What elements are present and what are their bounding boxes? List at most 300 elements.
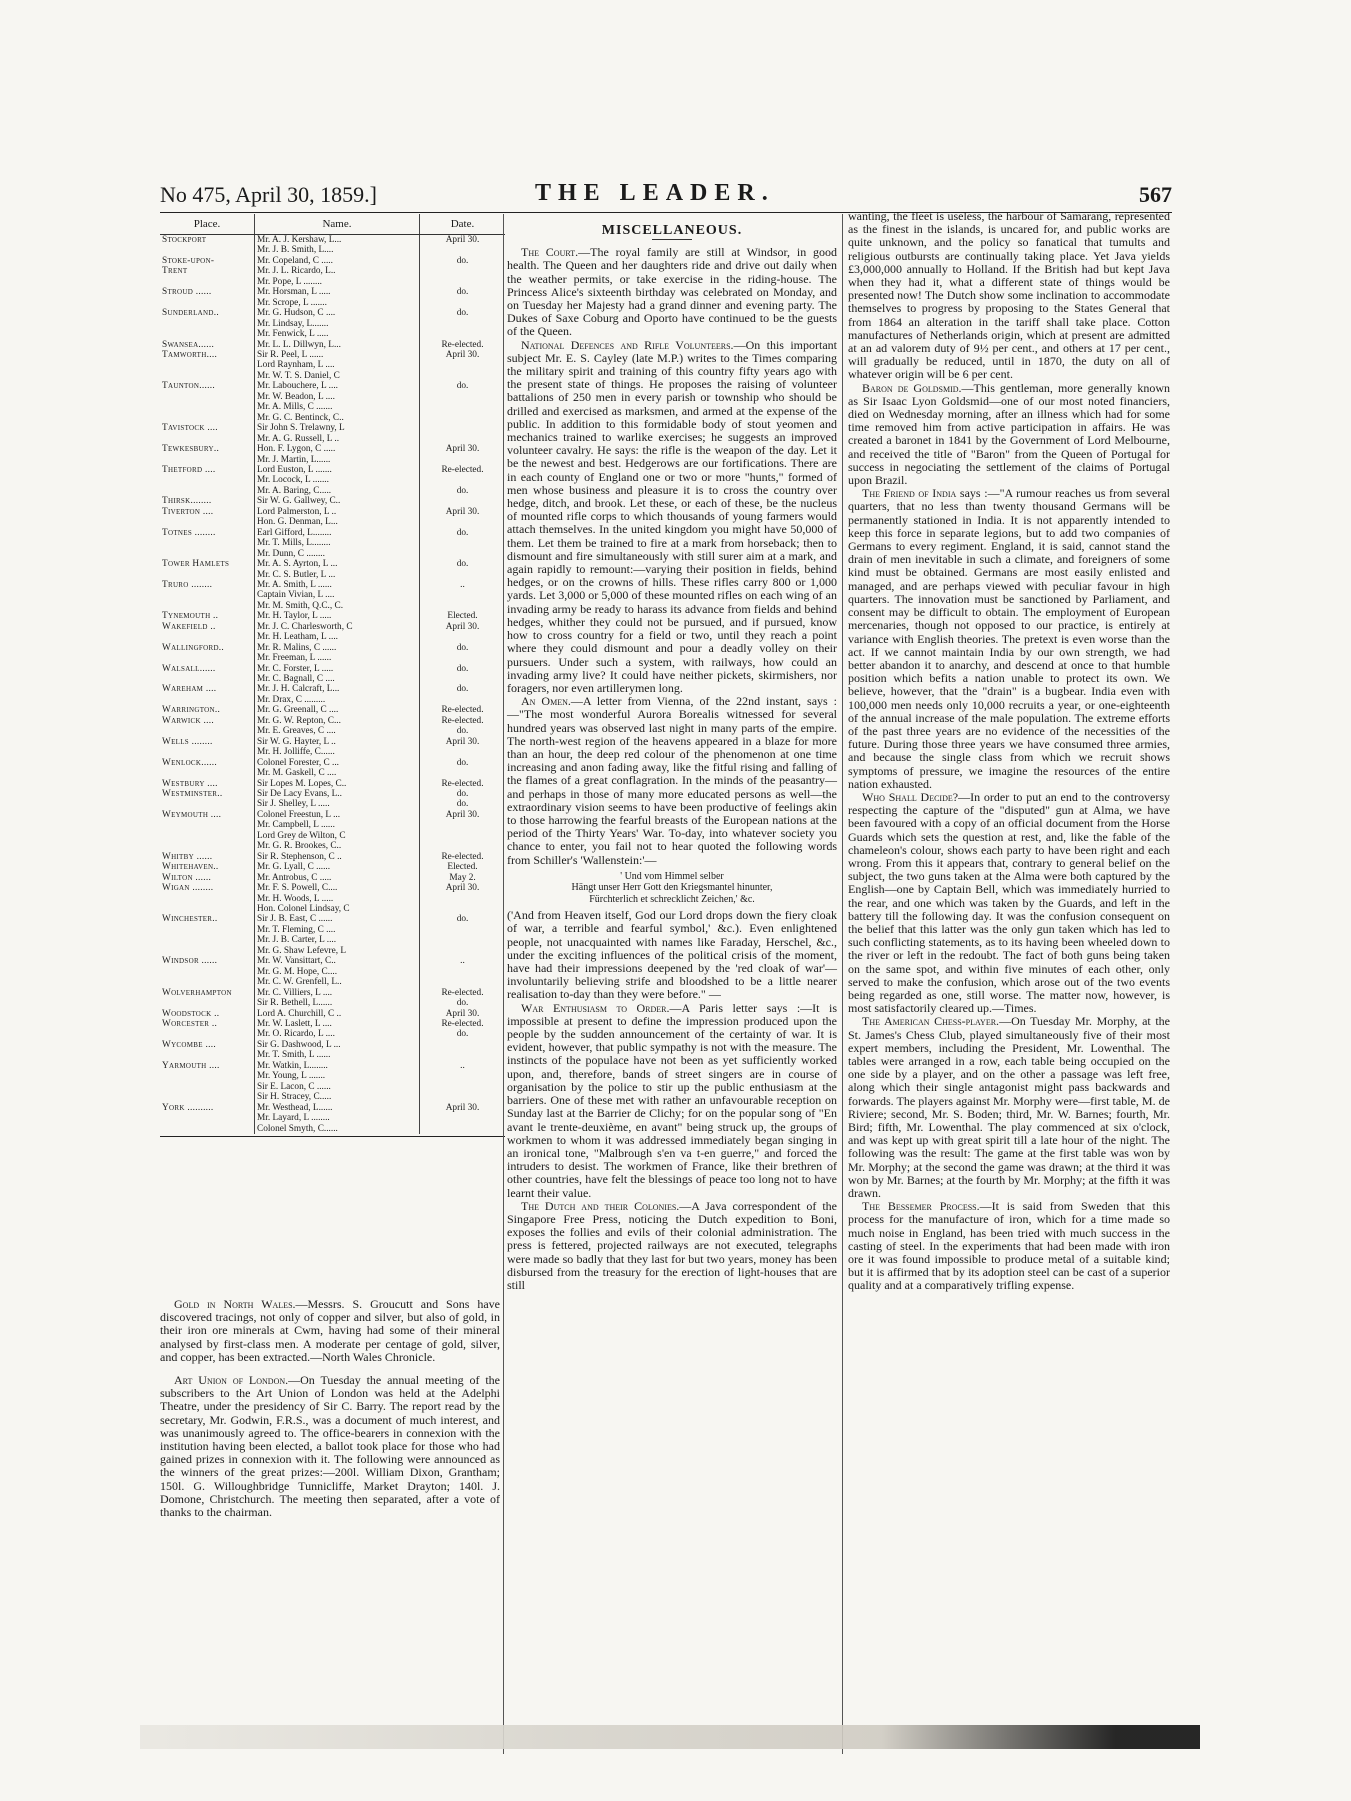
cell-date: ..	[460, 1060, 465, 1071]
article-heading: The Friend of India	[862, 486, 957, 501]
cell-name: Mr. Scrope, L .......	[255, 298, 420, 308]
cell-date	[420, 841, 506, 851]
cell-name: Sir W. G. Gallwey, C..	[255, 496, 420, 506]
cell-place: Stroud ......	[162, 287, 212, 298]
cell-place: Wareham ....	[162, 684, 217, 695]
cell-date	[420, 1113, 506, 1123]
table-row	[160, 455, 505, 465]
cell-name: Mr. G. M. Hope, C....	[255, 967, 420, 977]
cell-place	[160, 475, 255, 485]
cell-date: Re-elected.	[441, 987, 484, 998]
table-row	[160, 925, 505, 935]
table-row	[160, 779, 505, 789]
cell-date	[420, 747, 506, 757]
cell-name: Mr. Drax, C .........	[255, 695, 420, 705]
article-heading: Art Union of London.	[174, 1373, 289, 1388]
cell-place: Westminster..	[162, 789, 223, 800]
cell-place: Taunton......	[162, 381, 215, 392]
table-row	[160, 256, 505, 266]
article-court	[507, 246, 837, 338]
table-row	[160, 580, 505, 590]
cell-date: do.	[456, 287, 469, 298]
cell-date	[420, 570, 506, 580]
cell-name: Mr. R. Malins, C ......	[255, 643, 420, 653]
table-row	[160, 413, 505, 423]
cell-place: Totnes ........	[162, 527, 216, 538]
cell-name: Mr. Horsman, L .....	[255, 287, 420, 297]
cell-place	[160, 726, 255, 736]
cell-name: Mr. L. L. Dillwyn, L...	[255, 340, 420, 350]
cell-date: April 30.	[445, 1102, 480, 1113]
cell-date	[420, 1082, 506, 1092]
cell-date	[420, 1124, 506, 1134]
cell-date	[420, 496, 506, 506]
cell-name: Mr. Campbell, L ......	[255, 820, 420, 830]
column-divider	[842, 214, 843, 1754]
cell-date	[420, 549, 506, 559]
cell-place: Windsor ......	[162, 956, 218, 967]
article-body: —A letter from Vienna, of the 22nd instant, says :—"The most wonderful Aurora Borealis witnessed for several hundred years was observed last night in many parts of the empire. The north-west region of the heavens appeared in a blaze for more than an hour, the deep red colour of the phenomenon at one time increasing and anon fading away, like the fitful rising and falling of the flames of a great conflagration. In the minds of the peasantry—and perhaps in those of many more educated persons as well—the extraordinary vision seems to have been productive of feelings akin to those harrowing the fearful breasts of the European nations at the period of the Thirty Years' War. To-day, into whatever society you chance to enter, you fail not to hear quoted the following words from Schiller's 'Wallenstein:'—	[507, 694, 837, 867]
article-baron-goldsmid	[848, 382, 1170, 488]
cell-name: Mr. O. Ricardo, L ....	[255, 1029, 420, 1039]
cell-name: Mr. Locock, L .......	[255, 475, 420, 485]
cell-date	[420, 946, 506, 956]
table-row	[160, 507, 505, 517]
cell-date	[420, 820, 506, 830]
cell-name: Mr. G. Shaw Lefevre, L	[255, 946, 420, 956]
cell-name: Mr. H. Woods, L .....	[255, 894, 420, 904]
cell-place	[160, 967, 255, 977]
table-row	[160, 392, 505, 402]
article-heading: Gold in North Wales.	[174, 1297, 296, 1311]
cell-name: Mr. J. B. Carter, L ....	[255, 935, 420, 945]
cell-date	[420, 1040, 506, 1050]
article-heading: The Bessemer Process.	[862, 1199, 980, 1214]
cell-name: Mr. Dunn, C ........	[255, 549, 420, 559]
cell-date: April 30.	[445, 621, 480, 632]
cell-date	[420, 590, 506, 600]
cell-date	[420, 831, 506, 841]
article-heading: The Court.	[521, 245, 579, 260]
cell-place	[160, 1050, 255, 1060]
cell-date	[420, 925, 506, 935]
cell-place: Truro ........	[162, 579, 213, 590]
article-body: —On Tuesday the annual meeting of the subscribers to the Art Union of London was held at the Adelphi Theatre, under the presidency of Sir C. Barry. The report read by the secretary, Mr. Godwin, F.R.S., was a document of much interest, and was unanimously agreed to. The office-bearers in connexion with the institution having been elected, a ballot took place for those who had gained prizes in connexion with it. The following were announced as the winners of the great prizes:—200l. William Dixon, Grantham; 150l. G. Willoughbridge Tunnicliffe, Market Drayton; 140l. J. Domone, Christchurch. The meeting then separated, after a vote of thanks to the chairman.	[160, 1373, 501, 1520]
cell-place	[160, 245, 255, 255]
cell-place	[160, 1082, 255, 1092]
cell-place	[160, 925, 255, 935]
cell-date	[420, 517, 506, 527]
cell-place	[160, 455, 255, 465]
cell-name: Sir H. Stracey, C.....	[255, 1092, 420, 1102]
cell-place: Trent	[162, 266, 188, 277]
table-row	[160, 1113, 505, 1123]
cell-name: Mr. G. R. Brookes, C..	[255, 841, 420, 851]
cell-date	[420, 475, 506, 485]
table-row	[160, 894, 505, 904]
article-body: —The royal family are still at Windsor, in good health. The Queen and her daughters ride and drive out daily when the weather permits, or take exercise in the riding-house. The Princess Alice's sixteenth birthday was celebrated on Monday, and on Tuesday her Majesty had a grand dinner and evening party. The Dukes of Saxe Coburg and Oporto have continued to be the guests of the Queen.	[507, 245, 838, 339]
table-row	[160, 998, 505, 1008]
cell-place: Tiverton ....	[162, 506, 214, 517]
table-row	[160, 988, 505, 998]
cell-name: Sir R. Bethell, L......	[255, 998, 420, 1008]
cell-date: Re-elected.	[441, 339, 484, 350]
cell-name: Mr. T. Mills, L........	[255, 538, 420, 548]
cell-name: Mr. A. J. Kershaw, L...	[255, 235, 420, 246]
cell-place	[160, 831, 255, 841]
article-body: —In order to put an end to the controversy respecting the capture of the "disputed" gun at Alma, we have been favoured with a copy of an official document from the Horse Guards which sets the question at rest, and, like the fable of the chameleon's colour, shows each party to have been right and each wrong. From this it appears that, contrary to general belief on the subject, the two guns taken at the Alma were both captured by the English—one by Captain Bell, which was immediately hurried to the rear, and one which was taken by the Guards, and left in the battery till the following day. It was the confusion consequent on the belief that this latter was the only gun taken which has led to such conflicting statements, as to its having been wheeled down to the river or left in the redoubt. The fact of both guns being taken on the same spot, and within five minutes of each other, only served to make the confusion, which arose out of the two events being regarded as one, still worse. The matter now, however, is most satisfactorily cleared up.—Times.	[848, 789, 1170, 1016]
cell-place	[160, 486, 255, 496]
article-dutch-colonies	[507, 1200, 837, 1292]
cell-place: Thetford ....	[162, 464, 216, 475]
cell-date	[420, 977, 506, 987]
cell-name: Mr. J. B. Smith, L....	[255, 245, 420, 255]
cell-date	[420, 601, 506, 611]
table-row	[160, 1040, 505, 1050]
table-row	[160, 935, 505, 945]
cell-date	[420, 695, 506, 705]
table-row	[160, 852, 505, 862]
cell-date: do.	[456, 485, 469, 496]
cell-name: Mr. F. S. Powell, C....	[255, 883, 420, 893]
cell-name: Lord A. Churchill, C ..	[255, 1009, 420, 1019]
cell-date: do.	[456, 663, 469, 674]
cell-name: Earl Gifford, L........	[255, 528, 420, 538]
cell-date	[420, 935, 506, 945]
column-header-place: Place.	[160, 214, 255, 235]
article-heading: National Defences and Rifle Volunteers.	[521, 337, 734, 352]
cell-name: Lord Palmerston, L ..	[255, 507, 420, 517]
table-row	[160, 1082, 505, 1092]
cell-place	[160, 298, 255, 308]
table-row	[160, 235, 505, 246]
table-row	[160, 444, 505, 454]
table-row	[160, 245, 505, 255]
cell-name: Mr. Pope, L ........	[255, 277, 420, 287]
cell-date	[420, 423, 506, 433]
cell-name: Mr. C. Villiers, L ....	[255, 988, 420, 998]
cell-name: Mr. H. Taylor, L .....	[255, 611, 420, 621]
cell-date	[420, 245, 506, 255]
cell-place: Wenlock......	[162, 757, 218, 768]
cell-place: Sunderland..	[162, 308, 219, 319]
cell-place	[160, 1071, 255, 1081]
cell-place: York ..........	[162, 1102, 214, 1113]
cell-place	[160, 820, 255, 830]
table-row	[160, 622, 505, 632]
table-row	[160, 434, 505, 444]
cell-name: Mr. Copeland, C .....	[255, 256, 420, 266]
cell-date: April 30.	[445, 444, 480, 455]
cell-name: Colonel Forester, C ...	[255, 758, 420, 768]
cell-name: Mr. H. Jolliffe, C......	[255, 747, 420, 757]
scan-edge-artifact	[140, 1725, 1200, 1749]
german-quote	[507, 871, 837, 906]
cell-place	[160, 695, 255, 705]
cell-name: Mr. Westhead, L......	[255, 1103, 420, 1113]
cell-name: Mr. A. S. Ayrton, L ...	[255, 559, 420, 569]
column-header-date: Date.	[420, 214, 506, 235]
cell-name: Lord Euston, L .......	[255, 465, 420, 475]
cell-date: May 2.	[449, 872, 476, 883]
cell-date	[420, 653, 506, 663]
table-row	[160, 831, 505, 841]
cell-place: Tynemouth ..	[162, 611, 219, 622]
cell-name: Hon. F. Lygon, C .....	[255, 444, 420, 454]
table-row	[160, 841, 505, 851]
cell-place	[160, 653, 255, 663]
table-row	[160, 695, 505, 705]
table-row	[160, 1071, 505, 1081]
cell-place: Swansea......	[162, 339, 215, 350]
cell-place	[160, 371, 255, 381]
cell-date: do.	[456, 998, 469, 1009]
cell-date	[420, 1050, 506, 1060]
cell-date	[420, 392, 506, 402]
table-row	[160, 1050, 505, 1060]
cell-date: do.	[456, 381, 469, 392]
table-row	[160, 423, 505, 433]
cell-place	[160, 632, 255, 642]
cell-name: Mr. W. Vansittart, C..	[255, 956, 420, 966]
cell-date: April 30.	[445, 736, 480, 747]
cell-name: Colonel Smyth, C......	[255, 1124, 420, 1134]
article-body: —This gentleman, more generally known as Sir Isaac Lyon Goldsmid—one of our most noted financiers, died on Wednesday morning, after an illness which had for some time removed him from active participation in affairs. He was created a baronet in 1841 by the Government of Lord Melbourne, and received the title of "Baron" from the Queen of Portugal for success in negociating the settlement of the claims of Portugal upon Brazil.	[848, 380, 1171, 488]
cell-place: Woodstock ..	[162, 1008, 220, 1019]
table-row	[160, 1124, 505, 1134]
cell-place	[160, 277, 255, 287]
cell-date	[420, 904, 506, 914]
cell-date: Re-elected.	[441, 1018, 484, 1029]
cell-date	[420, 319, 506, 329]
cell-place: Wigan ........	[162, 883, 214, 894]
cell-name: Mr. A. Smith, L ......	[255, 580, 420, 590]
cell-place: Wallingford..	[162, 642, 225, 653]
cell-name: Mr. G. W. Repton, C...	[255, 716, 420, 726]
cell-place: Stoke-upon-	[162, 255, 215, 266]
cell-date: do.	[456, 1029, 469, 1040]
cell-place	[160, 538, 255, 548]
table-row	[160, 517, 505, 527]
cell-name: Mr. A. Baring, C.....	[255, 486, 420, 496]
cell-name: Mr. Watkin, L........	[255, 1061, 420, 1071]
cell-place	[160, 319, 255, 329]
cell-date: Re-elected.	[441, 705, 484, 716]
table-row	[160, 967, 505, 977]
table-row	[160, 653, 505, 663]
article-friend-of-india	[848, 487, 1170, 791]
table-row	[160, 360, 505, 370]
cell-place	[160, 1092, 255, 1102]
cell-date: April 30.	[445, 1008, 480, 1019]
cell-name: Sir W. G. Hayter, L ..	[255, 737, 420, 747]
table-row	[160, 371, 505, 381]
cell-date	[420, 434, 506, 444]
cell-place: Stockport	[162, 235, 207, 245]
cell-place	[160, 674, 255, 684]
cell-name: Mr. J. C. Charlesworth, C	[255, 622, 420, 632]
cell-date	[420, 632, 506, 642]
cell-place	[160, 392, 255, 402]
article-body: —Messrs. S. Groucutt and Sons have discovered tracings, not only of copper and silver, but also of gold, in their iron ore minerals at Cwm, having had some of their mineral analysed by first-class men. A moderate per centage of gold, silver, and copper, has been extracted.—North Wales Chronicle.	[160, 1297, 500, 1364]
table-row	[160, 1061, 505, 1071]
cell-date	[420, 967, 506, 977]
article-dutch-continued: wanting, the fleet is useless, the harbour of Samarang, represented as the finest in the islands, is uncared for, and public works are quite unknown, and the policy so fanatical that tumults and religious outbursts are continually taking place. Yet Java yields £3,000,000 annually to Holland. If the British had but kept Java when they had it, what a different state of things would be presented now! The Dutch show some inclination to accommodate themselves to progress by proposing to the States General that from 1864 an alteration in the tariff shall take place. Cotton manufactures of Netherlands origin, which at present are admitted at an ad valorem duty of 9½ per cent., and others at 17 per cent., will gradually be reduced, until in 1870, the duty on all of whatever origin will be 6 per cent.	[848, 209, 1170, 382]
table-row	[160, 549, 505, 559]
cell-date: Elected.	[447, 862, 478, 873]
table-row	[160, 758, 505, 768]
table-row	[160, 1092, 505, 1102]
table-row	[160, 601, 505, 611]
article-who-shall-decide	[848, 791, 1170, 1015]
table-row	[160, 475, 505, 485]
table-row	[160, 496, 505, 506]
cell-place: Thirsk........	[162, 496, 212, 507]
cell-name: Captain Vivian, L ....	[255, 590, 420, 600]
cell-place	[160, 601, 255, 611]
article-body: —It is said from Sweden that this process for the manufacture of iron, which for a time made so much noise in England, has been tried with much success in the casting of steel. In the experiments that had been made with iron ore it was found impossible to produce metal of a suitable kind; but it is affirmed that by its adoption steel can be cast of a superior quality and at a comparatively trifling expense.	[848, 1199, 1170, 1293]
cell-name: Mr. T. Smith, L ......	[255, 1050, 420, 1060]
table-row	[160, 570, 505, 580]
election-table-body	[160, 235, 505, 1134]
table-row	[160, 590, 505, 600]
cell-name: Mr. J. Martin, L......	[255, 455, 420, 465]
page-header	[160, 178, 1172, 213]
cell-place: Wycombe ....	[162, 1039, 216, 1050]
cell-place	[160, 1029, 255, 1039]
article-body: —A Paris letter says :—It is impossible at present to define the impression produced upon the people by the sudden announcement of the certainty of war. It is evident, however, that public sympathy is not with the measure. The instincts of the populace have not been as yet sufficiently worked upon, and, therefore, bands of street singers are in course of organisation by the police to stir up the public enthusiasm at the barriers. One of these met with rather an unfavourable reception on Sunday last at the Barrier de Clichy; for on the popular song of "En avant le trente-deuxième, en avant" being struck up, the groups of workmen to whom it was addressed immediately began singing in an ironical tone, "Malbrough s'en va t-en guerre," and forced the intruders to desist. The workmen of France, like their brethren of other countries, have felt the blessings of peace too long not to have learnt their value.	[507, 1000, 837, 1200]
cell-name: Mr. Labouchere, L ....	[255, 381, 420, 391]
table-row	[160, 873, 505, 883]
table-row	[160, 559, 505, 569]
cell-date: Re-elected.	[441, 778, 484, 789]
cell-date: do.	[456, 642, 469, 653]
table-row	[160, 538, 505, 548]
cell-date: April 30.	[445, 349, 480, 360]
article-chess-player	[848, 1015, 1170, 1200]
table-row	[160, 768, 505, 778]
cell-name: Mr. G. Lyall, C ......	[255, 862, 420, 872]
article-body: —On Tuesday Mr. Morphy, at the St. James's Chess Club, played simultaneously five of their most expert members, including the President, Mr. Lowenthal. The tables were arranged in a row, each table being occupied on the one side by a player, and on the other a passage was left free, along which their single antagonist might pass backwards and forwards. The players against Mr. Morphy were—first table, M. de Riviere; second, Mr. S. Boden; third, Mr. W. Barnes; fourth, Mr. Bird; fifth, Mr. Lowenthal. The play commenced at six o'clock, and was kept up with great spirit till a late hour of the night. The following was the result: The game at the first table was won by Mr. Morphy; at the second the game was drawn; at the third it was won by Mr. Barnes; at the fourth by Mr. Morphy; at the fifth it was drawn.	[848, 1014, 1170, 1201]
cell-place	[160, 329, 255, 339]
table-row	[160, 716, 505, 726]
cell-place	[160, 1113, 255, 1123]
cell-place	[160, 799, 255, 809]
cell-place	[160, 434, 255, 444]
table-row	[160, 528, 505, 538]
cell-date: April 30.	[445, 883, 480, 894]
cell-date: do.	[456, 684, 469, 695]
cell-date: ..	[460, 579, 465, 590]
article-omen	[507, 695, 837, 867]
cell-name: Mr. C. Bagnall, C ....	[255, 674, 420, 684]
article-body: —A Java correspondent of the Singapore Free Press, noticing the Dutch expedition to Boni, exposes the follies and evils of their colonial administration. The press is fettered, projected railways are not executed, telegraphs were made so badly that they last for but two years, money has been disbursed from the treasury for the erection of light-houses that are still	[507, 1198, 837, 1292]
table-row	[160, 1029, 505, 1039]
cell-place	[160, 946, 255, 956]
cell-place	[160, 413, 255, 423]
table-row	[160, 643, 505, 653]
cell-name: Mr. C. W. Grenfell, L..	[255, 977, 420, 987]
cell-date	[420, 360, 506, 370]
cell-name: Sir R. Stephenson, C ..	[255, 852, 420, 862]
masthead-title: THE LEADER.	[535, 180, 775, 206]
cell-date: April 30.	[445, 235, 480, 245]
article-bessemer-process	[848, 1200, 1170, 1292]
cell-place	[160, 747, 255, 757]
table-row	[160, 705, 505, 715]
cell-date	[420, 413, 506, 423]
table-row	[160, 904, 505, 914]
cell-name: Mr. M. Gaskell, C ....	[255, 768, 420, 778]
table-row	[160, 799, 505, 809]
cell-name: Mr. C. Forster, L .....	[255, 664, 420, 674]
cell-place	[160, 998, 255, 1008]
cell-date: April 30.	[445, 809, 480, 820]
cell-date: do.	[456, 527, 469, 538]
quote-line: ' Und vom Himmel selber	[620, 870, 724, 882]
article-gold-north-wales	[160, 1298, 500, 1364]
cell-place: Wilton ......	[162, 872, 212, 883]
cell-place	[160, 549, 255, 559]
cell-date: do.	[456, 726, 469, 737]
page-number: 567	[1139, 182, 1172, 207]
article-heading: War Enthusiasm to Order.	[521, 1000, 670, 1015]
cell-place: Wells ........	[162, 736, 213, 747]
cell-name: Mr. Layard, L ........	[255, 1113, 420, 1123]
table-row	[160, 946, 505, 956]
cell-date	[420, 298, 506, 308]
table-row	[160, 465, 505, 475]
cell-name: Mr. E. Greaves, C ....	[255, 726, 420, 736]
table-row	[160, 674, 505, 684]
cell-place: Walsall......	[162, 663, 216, 674]
table-row	[160, 684, 505, 694]
article-heading: The American Chess-player.	[862, 1014, 1000, 1029]
cell-name: Mr. Freeman, L ......	[255, 653, 420, 663]
cell-date: do.	[456, 789, 469, 800]
election-table	[160, 214, 505, 1134]
cell-date	[420, 402, 506, 412]
cell-date: do.	[456, 255, 469, 266]
table-row	[160, 319, 505, 329]
cell-date: Re-elected.	[441, 851, 484, 862]
cell-name: Mr. W. Beadon, L ....	[255, 392, 420, 402]
cell-date	[420, 894, 506, 904]
table-row	[160, 820, 505, 830]
cell-place: Worcester ..	[162, 1018, 218, 1029]
cell-place: Tamworth....	[162, 349, 218, 360]
cell-name: Mr. W. Laslett, L ....	[255, 1019, 420, 1029]
table-row	[160, 810, 505, 820]
cell-place	[160, 402, 255, 412]
table-row	[160, 381, 505, 391]
table-row	[160, 611, 505, 621]
table-row	[160, 914, 505, 924]
cell-place	[160, 360, 255, 370]
article-heading: An Omen.	[521, 694, 571, 709]
cell-name: Mr. Lindsay, L.......	[255, 319, 420, 329]
quote-line: Fürchterlich et schrecklicht Zeichen,' &c.	[589, 893, 755, 905]
cell-name: Mr. G. Greenall, C ....	[255, 705, 420, 715]
title-rule	[652, 239, 692, 240]
table-bottom-rule	[160, 1136, 505, 1137]
column-header-name: Name.	[255, 214, 420, 235]
table-row	[160, 632, 505, 642]
cell-date	[420, 538, 506, 548]
cell-place	[160, 590, 255, 600]
table-row	[160, 402, 505, 412]
cell-date: do.	[456, 799, 469, 810]
